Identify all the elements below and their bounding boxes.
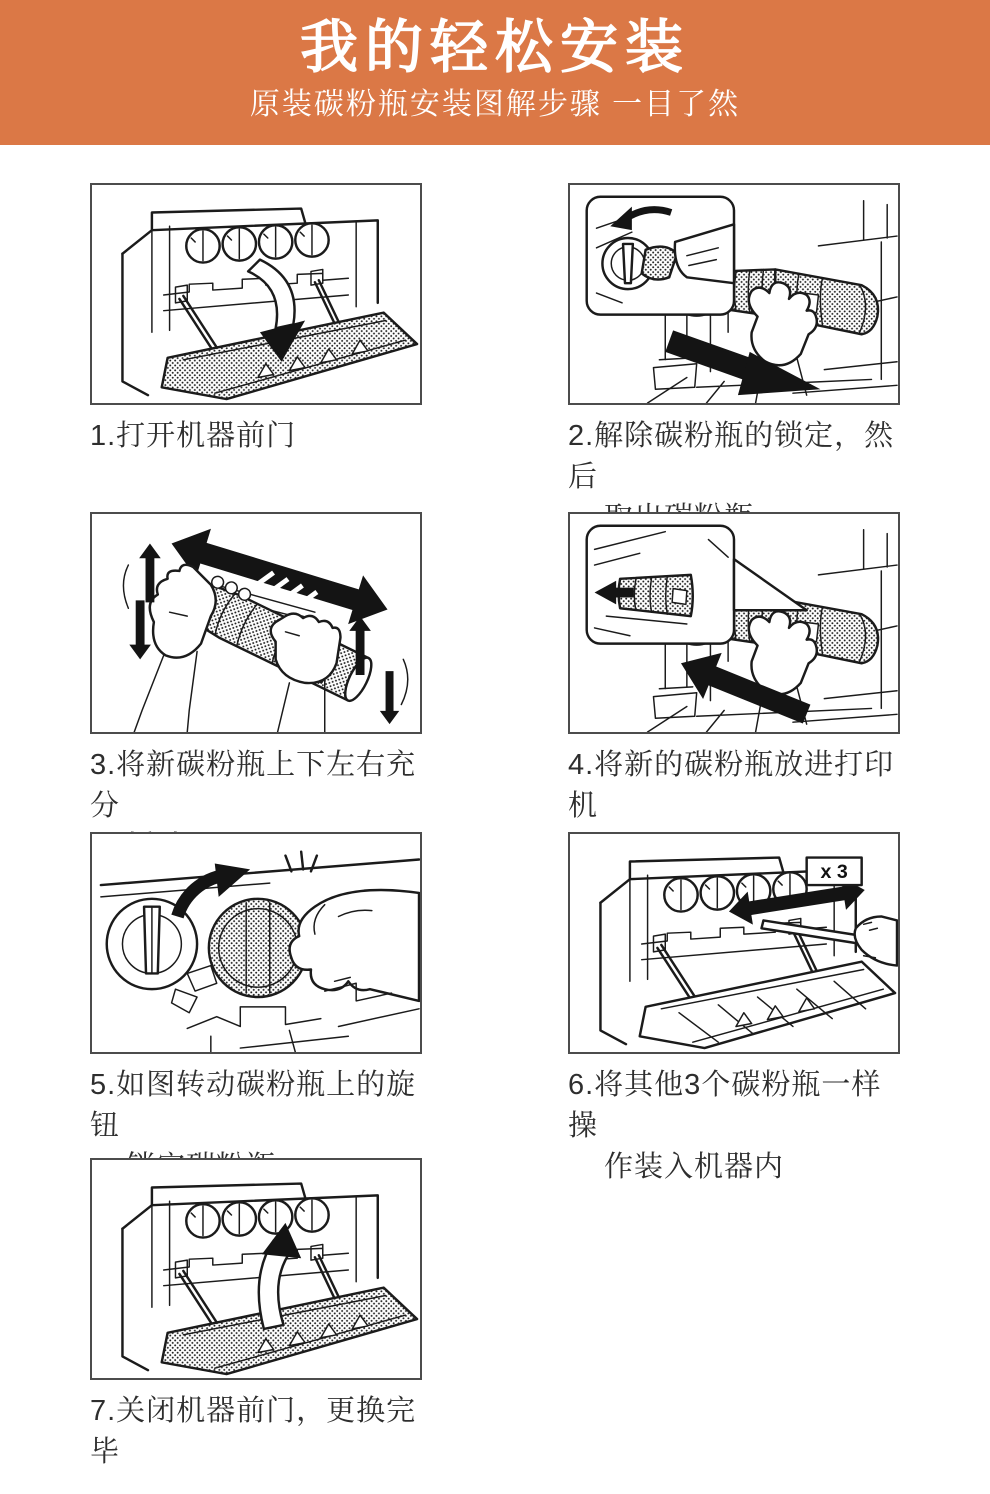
step-5-caption-line1: 5.如图转动碳粉瓶上的旋钮 [90, 1069, 417, 1142]
repeat-three-bottles-icon [570, 834, 898, 1052]
step-7-caption [90, 1391, 430, 1473]
step-2-caption-line1: 2.解除碳粉瓶的锁定，然后 [568, 420, 895, 493]
step-1-caption [90, 416, 430, 457]
step-1-illustration [90, 183, 422, 405]
step-6-illustration [568, 832, 900, 1054]
step-6-caption [568, 1065, 908, 1188]
step-6-caption-line2: 作装入机器内 [604, 1151, 785, 1183]
step-1 [90, 183, 430, 457]
page-title: 我的轻松安装 [299, 15, 690, 80]
step-4 [568, 512, 908, 827]
step-3-illustration [90, 512, 422, 734]
turn-knob-lock-icon [92, 834, 420, 1052]
step-4-illustration [568, 512, 900, 734]
step-5 [90, 832, 430, 1188]
step-3 [90, 512, 430, 868]
page-subtitle: 原装碳粉瓶安装图解步骤 一目了然 [249, 88, 741, 121]
step-7 [90, 1158, 430, 1473]
step-3-caption-line1: 3.将新碳粉瓶上下左右充分 [90, 749, 417, 822]
step-7-caption-line1: 7.关闭机器前门，更换完毕 [90, 1395, 417, 1468]
insert-toner-bottle-icon [570, 514, 898, 732]
step-6-caption-line1: 6.将其他3个碳粉瓶一样操 [568, 1069, 882, 1142]
step-6 [568, 832, 908, 1188]
header-banner [0, 0, 990, 145]
step-4-caption-line1: 4.将新的碳粉瓶放进打印机 [568, 749, 895, 822]
step-7-illustration [90, 1158, 422, 1380]
step-5-illustration [90, 832, 422, 1054]
shake-toner-bottle-icon [92, 514, 420, 732]
step-2 [568, 183, 908, 539]
step-2-illustration [568, 183, 900, 405]
remove-toner-bottle-icon [570, 185, 898, 403]
step-4-caption [568, 745, 908, 827]
step-1-caption-line1: 1.打开机器前门 [90, 420, 297, 452]
printer-door-open-icon [92, 185, 420, 403]
printer-door-close-icon [92, 1160, 420, 1378]
x3-label: x 3 [820, 861, 848, 884]
